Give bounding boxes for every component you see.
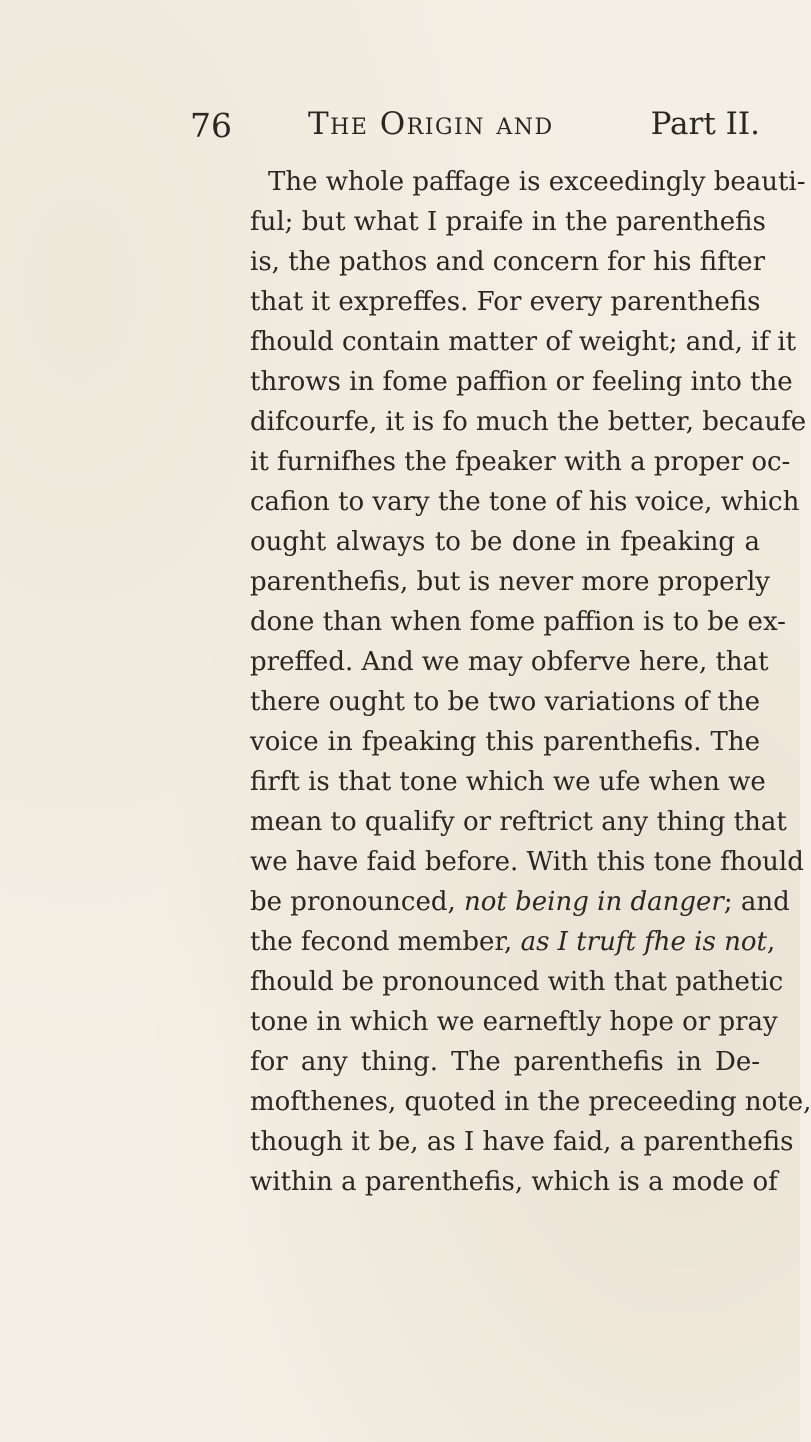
text-line: mofthenes, quoted in the preceeding note, (250, 1087, 811, 1117)
body-text (250, 162, 811, 1202)
italic-quote: not being in danger (464, 887, 724, 917)
text-fragment: , (766, 927, 776, 957)
text-line: throws in fome paffion or feeling into the (250, 367, 793, 397)
text-line: there ought to be two variations of the (250, 687, 760, 717)
part-label: Part II. (650, 106, 760, 142)
text-line-with-italic (250, 922, 776, 962)
page-number: 76 (190, 106, 232, 145)
text-line: parenthefis, but is never more properly (250, 567, 770, 597)
text-line: done than when fome paffion is to be ex- (250, 607, 786, 637)
text-line: ought always to be done in fpeaking a (250, 527, 760, 557)
text-line: The whole paffage is exceedingly beauti- (268, 167, 806, 197)
text-line: we have faid before. With this tone fhould (250, 847, 804, 877)
text-line: fhould contain matter of weight; and, if it (250, 327, 797, 357)
text-line: ful; but what I praife in the parenthefis (250, 207, 766, 237)
text-fragment: be pronounced, (250, 887, 465, 917)
text-line: it furnifhes the fpeaker with a proper oc- (250, 447, 791, 477)
text-fragment: ; and (723, 887, 790, 917)
text-line: is, the pathos and concern for his fifter (250, 247, 765, 277)
text-fragment: the fecond member, (250, 927, 521, 957)
text-line: cafion to vary the tone of his voice, which (250, 487, 800, 517)
text-line: though it be, as I have faid, a parenthefis (250, 1127, 794, 1157)
running-title: The Origin and (308, 106, 554, 142)
text-line: mean to qualify or reftrict any thing that (250, 807, 787, 837)
text-line: preffed. And we may obferve here, that (250, 647, 769, 677)
text-line: firft is that tone which we ufe when we (250, 767, 766, 797)
text-line: difcourfe, it is fo much the better, becaufe (250, 407, 807, 437)
text-line: for any thing. The parenthefis in De- (250, 1047, 760, 1077)
text-line-with-italic (250, 882, 790, 922)
text-line: tone in which we earneftly hope or pray (250, 1007, 778, 1037)
text-line: fhould be pronounced with that pathetic (250, 967, 784, 997)
running-header (190, 106, 760, 146)
text-line: that it expreffes. For every parenthefis (250, 287, 761, 317)
text-line: within a parenthefis, which is a mode of (250, 1167, 778, 1197)
italic-quote: as I truft fhe is not (520, 927, 767, 957)
text-line: voice in fpeaking this parenthefis. The (250, 727, 760, 757)
